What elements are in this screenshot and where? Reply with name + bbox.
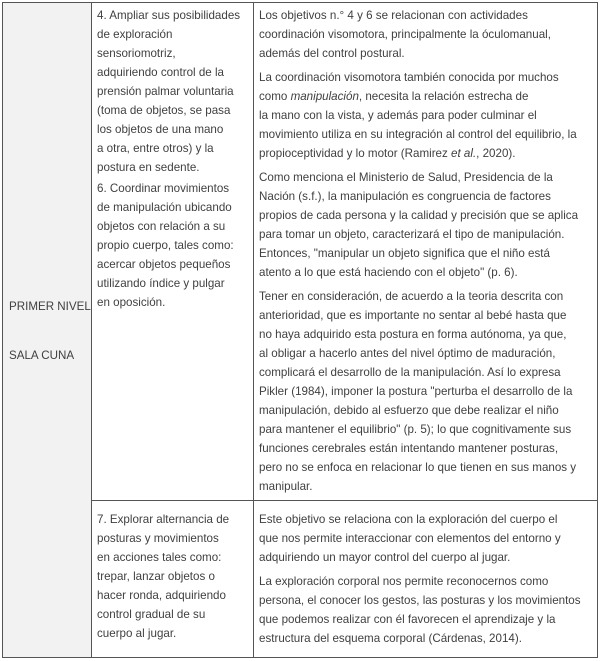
row-divider bbox=[91, 500, 597, 501]
text-line: (toma de objetos, se pasa bbox=[97, 104, 231, 117]
text-line: Como menciona el Ministerio de Salud, Presidencia de la bbox=[259, 171, 553, 184]
text-segment: como bbox=[259, 90, 291, 103]
italic-text: et al. bbox=[451, 147, 477, 160]
text-line: Tener en consideración, de acuerdo a la teoria descrita con bbox=[259, 290, 564, 303]
text-line: los objetos de una mano bbox=[97, 123, 224, 136]
text-line: no haya adquirido esta postura en forma autónoma, ya que, bbox=[259, 328, 567, 341]
text-line: propio cuerpo, tales como: bbox=[97, 239, 234, 252]
objectives-table bbox=[2, 2, 598, 658]
italic-text: manipulación bbox=[290, 90, 359, 103]
explanation-paragraph bbox=[259, 287, 576, 496]
text-line: en oposición. bbox=[97, 296, 166, 309]
text-segment: , 2020). bbox=[476, 147, 516, 160]
text-line: posturas y movimientos bbox=[97, 532, 219, 545]
text-line: trepar, lanzar objetos o bbox=[97, 570, 215, 583]
text-line: de manipulación ubicando bbox=[97, 201, 232, 214]
text-line: La exploración corporal nos permite reconocernos como bbox=[259, 575, 549, 588]
text-line: Este objetivo se relaciona con la exploración del cuerpo el bbox=[259, 513, 558, 526]
text-line: postura en sedente. bbox=[97, 161, 200, 174]
text-line: Pikler (1984), imponer la postura "perturba el desarrollo de la bbox=[259, 385, 573, 398]
text-line: funciones cerebrales están intentando mantener posturas, bbox=[259, 442, 559, 455]
text-line bbox=[259, 144, 577, 163]
text-line: movimiento utiliza en su integración al control del equilibrio, la bbox=[259, 128, 577, 141]
text-line: persona, el conocer los gestos, las posturas y los movimientos bbox=[259, 594, 581, 607]
text-segment: propioceptividad y lo motor (Ramirez bbox=[259, 147, 452, 160]
text-line: complicará el desarrollo de la manipulación. Así lo expresa bbox=[259, 366, 561, 379]
text-line: adquiriendo control de la bbox=[97, 66, 224, 79]
text-line: coordinación visomotora, principalmente la óculomanual, bbox=[259, 28, 551, 41]
text-line: objetos con relación a su bbox=[97, 220, 226, 233]
text-line: prensión palmar voluntaria bbox=[97, 85, 234, 98]
text-line: hacer ronda, adquiriendo bbox=[97, 589, 226, 602]
text-line: a otra, entre otros) y la bbox=[97, 142, 214, 155]
text-line: adquiriendo un mayor control del cuerpo al jugar. bbox=[259, 551, 511, 564]
text-line: acercar objetos pequeños bbox=[97, 258, 231, 271]
text-line: la mano con la vista, y además para poder culminar el bbox=[259, 109, 537, 122]
objective-cell bbox=[97, 6, 240, 177]
explanation-paragraph bbox=[259, 510, 561, 567]
level-label: PRIMER NIVEL bbox=[9, 300, 91, 313]
text-line: que podemos realizar con él favorecen el aprendizaje y la bbox=[259, 613, 556, 626]
text-line: para tomar un objeto, caracterizará el tipo de manipulación. bbox=[259, 228, 565, 241]
explanation-paragraph bbox=[259, 168, 578, 282]
text-line: estructura del esquema corporal (Cárdenas, 2014). bbox=[259, 632, 522, 645]
text-line: para mantener el equilibrio" (p. 5); lo que cognitivamente sus bbox=[259, 423, 572, 436]
text-line: al obligar a hacerlo antes del nivel óptimo de maduración, bbox=[259, 347, 556, 360]
text-line: además del control postural. bbox=[259, 47, 405, 60]
text-line: Entonces, "manipular un objeto significa que el niño está bbox=[259, 247, 550, 260]
text-line: Nación (s.f.), la manipulación es congruencia de factores bbox=[259, 190, 551, 203]
text-line: La coordinación visomotora también conocida por muchos bbox=[259, 71, 559, 84]
text-line: Los objetivos n.° 4 y 6 se relacionan con actividades bbox=[259, 9, 528, 22]
column-divider bbox=[253, 3, 254, 657]
text-line: de exploración bbox=[97, 28, 173, 41]
text-line: atento a lo que está haciendo con el objeto" (p. 6). bbox=[259, 266, 518, 279]
objective-cell bbox=[97, 510, 229, 643]
objective-cell bbox=[97, 179, 234, 312]
text-line: que nos permite interaccionar con elementos del entorno y bbox=[259, 532, 561, 545]
text-line: 4. Ampliar sus posibilidades bbox=[97, 9, 241, 22]
explanation-paragraph bbox=[259, 6, 551, 63]
text-line: utilizando índice y pulgar bbox=[97, 277, 225, 290]
text-line: 7. Explorar alternancia de bbox=[97, 513, 230, 526]
group-label: SALA CUNA bbox=[9, 349, 75, 362]
text-line: sensoriomotriz, bbox=[97, 47, 176, 60]
explanation-paragraph bbox=[259, 68, 577, 163]
level-column bbox=[3, 3, 92, 657]
text-line: propios de cada persona y la calidad y precisión que se aplica bbox=[259, 209, 579, 222]
text-line: manipulación, debido al esfuerzo que debe realizar el niño bbox=[259, 404, 559, 417]
text-line: 6. Coordinar movimientos bbox=[97, 182, 230, 195]
text-line bbox=[259, 87, 577, 106]
explanation-paragraph bbox=[259, 572, 581, 648]
text-segment: , necesita la relación estrecha de bbox=[358, 90, 529, 103]
text-line: anterioridad, que es importante no sentar al bebé hasta que bbox=[259, 309, 567, 322]
text-line: control gradual de su bbox=[97, 608, 206, 621]
text-line: cuerpo al jugar. bbox=[97, 627, 177, 640]
text-line: en acciones tales como: bbox=[97, 551, 222, 564]
text-line: pero no se enfoca en relacionar lo que tienen en sus manos y bbox=[259, 461, 577, 474]
text-line: manipular. bbox=[259, 480, 313, 493]
